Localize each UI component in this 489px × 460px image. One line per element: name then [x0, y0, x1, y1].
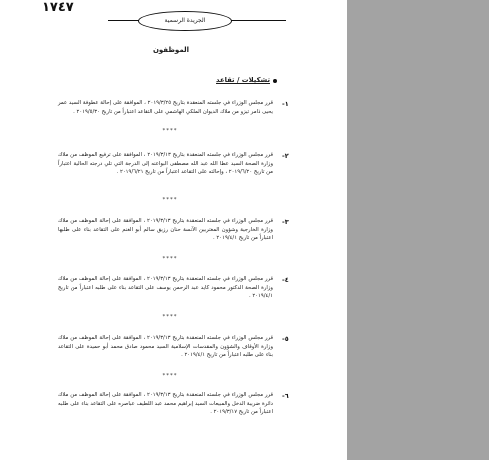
gazette-name-badge: الجريدة الرسمية [138, 11, 232, 31]
decision-text: قرر مجلس الوزراء في جلسته المنعقدة بتاريخ ٢٠١٩/٣/١٣ ، الموافقة على إحالة الموظف من ملاك وزارة الأوقاف والشؤون والمقدسات الإسلامية السيد محمود صادق محمد أبو حميدة على التقاعد بناء على طلبه اعتباراً من تاريخ ٢٠١٩/٤/١ . [58, 335, 273, 359]
subheading: تشكيلات / تقاعد [216, 76, 270, 84]
decision-text: قرر مجلس الوزراء في جلسته المنعقدة بتاريخ ٢٠١٩/٣/٢٥ ، الموافقة على إحالة عطوفة السيد عمر يحيى ذامر تيزو من ملاك الديوان الملكي الهاشمي على التقاعد اعتباراً من تاريخ ٢٠١٩/٥/٣٠ . [58, 100, 274, 115]
item-number: ١- [282, 100, 289, 108]
item-number: ٤- [282, 276, 289, 284]
item-number: ٣- [282, 218, 289, 226]
section-title: الموظفون [152, 46, 190, 54]
item-number: ٢- [282, 152, 289, 160]
item-number: ٦- [282, 392, 289, 400]
separator: **** [162, 256, 178, 262]
separator: **** [162, 128, 178, 134]
separator: **** [162, 314, 178, 320]
viewer-background [347, 0, 489, 460]
separator: **** [162, 373, 178, 379]
item-number: ٥- [282, 335, 289, 343]
page-number: ١٧٤٧ [42, 0, 74, 15]
separator: **** [162, 197, 178, 203]
decision-text: قرر مجلس الوزراء في جلسته المنعقدة بتاريخ ٢٠١٩/٣/١٣ ، الموافقة على إحالة الموظف من ملاك دائرة ضريبة الدخل والمبيعات السيد إبراهيم محمد عبد اللطيف عباصره على التقاعد بناء على طلبه اعتباراً من تاريخ ٢٠١٩/٣/١٧ . [58, 392, 273, 416]
decision-text: قرر مجلس الوزراء في جلسته المنعقدة بتاريخ ٢٠١٩/٣/١٣ ، الموافقة على ترفيع الموظف من ملاك وزارة الصحة السيد عطا الله عبد الله مصطفى البواعنه إلى الدرجة التي تلي درجته الحالية اعتباراً من تاريخ ٢٠١٩/٦/٢٠ ، وإحالته على التقاعد اعتباراً من تاريخ ٢٠١٩/٦/٢١ . [58, 152, 273, 176]
decision-text: قرر مجلس الوزراء في جلسته المنعقدة بتاريخ ٢٠١٩/٣/١٣ ، الموافقة على إحالة الموظف من ملاك وزارة الصحة الدكتور محمود كايد عبد الرحمن يوسف على التقاعد بناء على طلبه اعتباراً من تاريخ ٢٠١٩/٤/١ . [58, 276, 273, 300]
decision-text: قرر مجلس الوزراء في جلسته المنعقدة بتاريخ ٢٠١٩/٣/١٣ ، الموافقة على إحالة الموظف من ملاك وزارة الخارجية وشؤون المغتربين الآنسة حنان رزيق سالم أبو الغنم على التقاعد بناء على طلبها اعتباراً من تاريخ ٢٠١٩/٤/١ . [58, 218, 273, 242]
bullet-icon [273, 79, 277, 83]
